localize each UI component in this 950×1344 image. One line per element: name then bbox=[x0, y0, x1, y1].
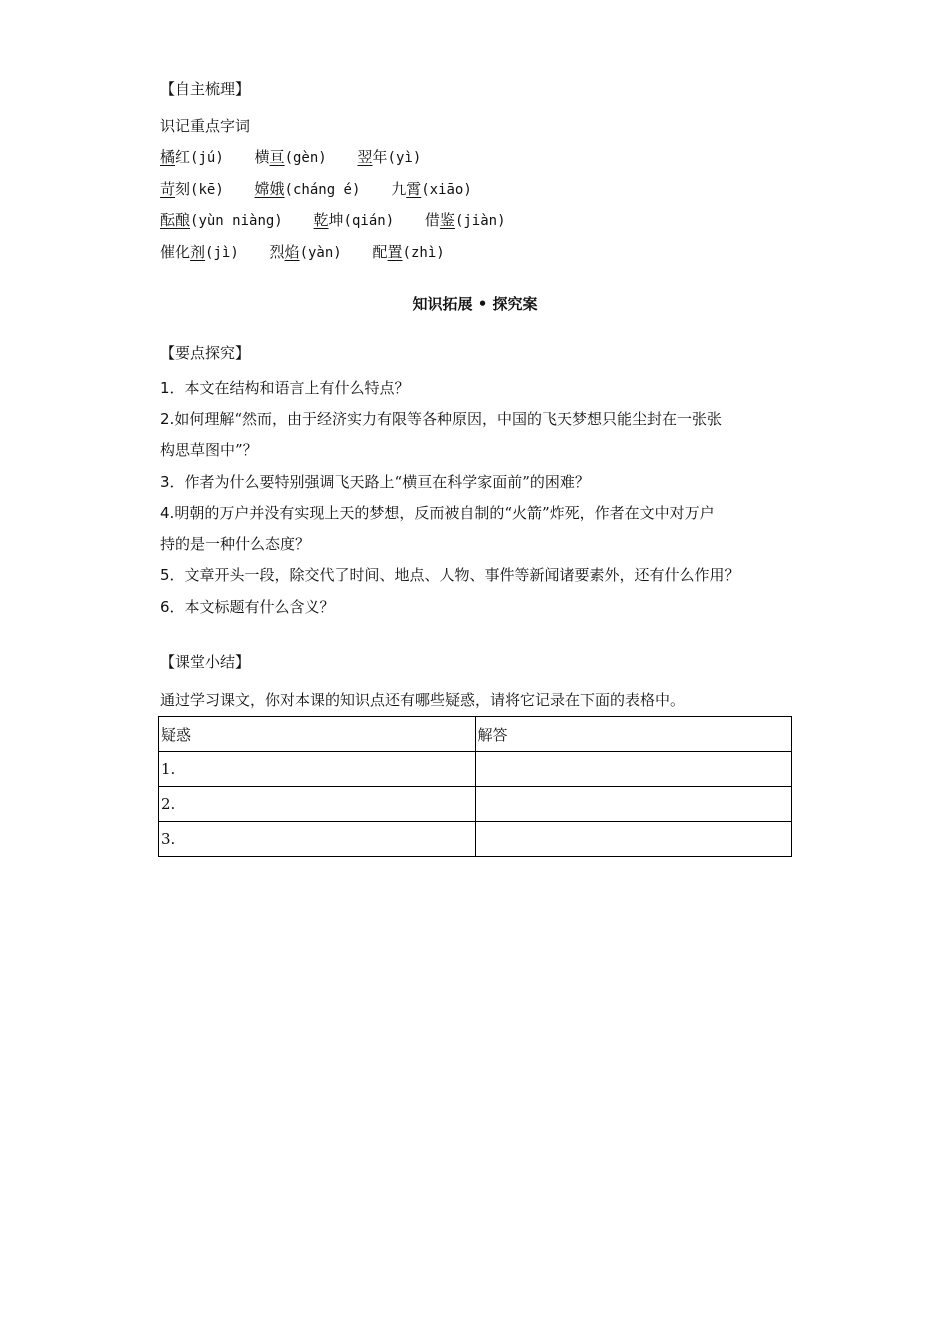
vocab-item: 苛刻(kē) bbox=[160, 180, 224, 198]
question-2: 2.如何理解“然而，由于经济实力有限等各种原因，中国的飞天梦想只能尘封在一张张 bbox=[160, 410, 722, 428]
vocab-row-3 bbox=[160, 209, 532, 230]
table-header-row bbox=[159, 717, 792, 752]
self-study-heading: 【自主梳理】 bbox=[160, 80, 251, 98]
question-4: 4.明朝的万户并没有实现上天的梦想，反而被自制的“火箭”炸死，作者在文中对万户 bbox=[160, 504, 715, 522]
table-row bbox=[159, 752, 792, 787]
vocab-item: 酝酿(yùn niàng) bbox=[160, 211, 283, 229]
vocab-item: 横亘(gèn) bbox=[254, 148, 327, 166]
vocab-row-1 bbox=[160, 146, 447, 167]
questions-answers-table bbox=[158, 716, 792, 857]
vocab-item: 烈焰(yàn) bbox=[269, 243, 342, 261]
question-6: 6．本文标题有什么含义？ bbox=[160, 598, 335, 616]
center-title: 知识拓展 • 探究案 bbox=[412, 295, 538, 313]
header-answer: 解答 bbox=[475, 717, 792, 752]
doubt-cell[interactable]: 1. bbox=[159, 752, 476, 787]
vocab-item: 配置(zhì) bbox=[372, 243, 445, 261]
question-2-continued: 构思草图中”？ bbox=[160, 441, 258, 459]
vocab-row-4 bbox=[160, 241, 471, 262]
key-points-heading: 【要点探究】 bbox=[160, 344, 251, 362]
vocab-item: 翌年(yì) bbox=[357, 148, 422, 166]
summary-instruction: 通过学习课文，你对本课的知识点还有哪些疑惑，请将它记录在下面的表格中。 bbox=[160, 691, 686, 709]
question-3: 3．作者为什么要特别强调飞天路上“横亘在科学家面前”的困难？ bbox=[160, 473, 590, 491]
answer-cell[interactable] bbox=[475, 752, 792, 787]
doubt-cell[interactable]: 2. bbox=[159, 787, 476, 822]
vocab-subheading: 识记重点字词 bbox=[160, 117, 251, 135]
answer-cell[interactable] bbox=[475, 787, 792, 822]
header-doubt: 疑惑 bbox=[159, 717, 476, 752]
question-4-continued: 持的是一种什么态度？ bbox=[160, 535, 311, 553]
vocab-item: 催化剂(jì) bbox=[160, 243, 239, 261]
doubt-cell[interactable]: 3. bbox=[159, 822, 476, 857]
vocab-row-2 bbox=[160, 178, 498, 199]
vocab-item: 借鉴(jiàn) bbox=[424, 211, 506, 229]
vocab-item: 嫦娥(cháng é) bbox=[254, 180, 361, 198]
question-1: 1．本文在结构和语言上有什么特点？ bbox=[160, 379, 410, 397]
table-row bbox=[159, 822, 792, 857]
question-5: 5．文章开头一段，除交代了时间、地点、人物、事件等新闻诸要素外，还有什么作用？ bbox=[160, 566, 740, 584]
vocab-item: 乾坤(qián) bbox=[313, 211, 395, 229]
answer-cell[interactable] bbox=[475, 822, 792, 857]
vocab-item: 九霄(xiāo) bbox=[391, 180, 472, 198]
vocab-item: 橘红(jú) bbox=[160, 148, 224, 166]
summary-heading: 【课堂小结】 bbox=[160, 653, 251, 671]
table-row bbox=[159, 787, 792, 822]
